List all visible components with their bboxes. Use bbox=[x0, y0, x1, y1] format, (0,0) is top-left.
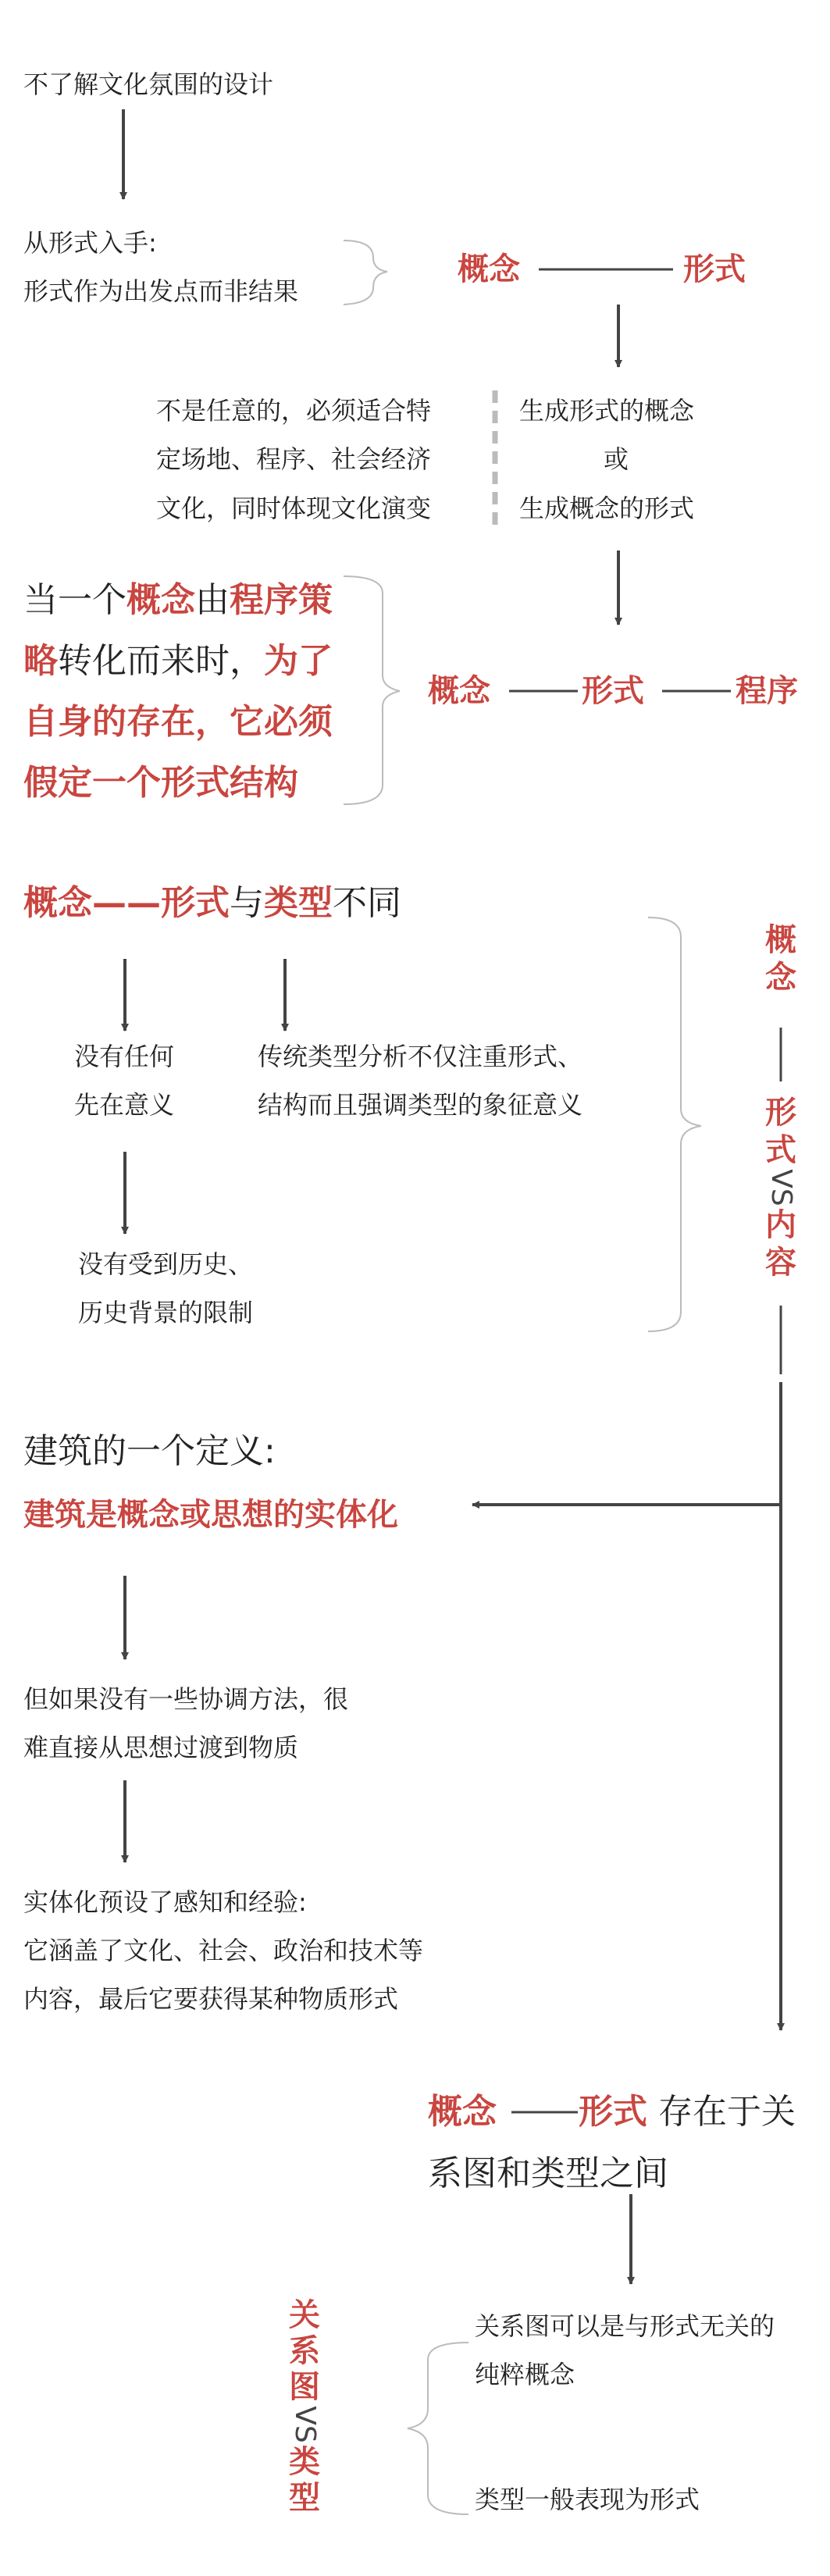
exist-line-2: 系图和类型之间 bbox=[428, 2154, 668, 2193]
requirement-line-1: 不是任意的，必须适合特 bbox=[156, 396, 432, 426]
intro-text: 不了解文化氛围的设计 bbox=[23, 69, 274, 99]
vt-char: 容 bbox=[765, 1245, 796, 1281]
triple-concept: 概念 bbox=[428, 673, 490, 709]
generate-form-text: 生成形式的概念 bbox=[519, 396, 695, 426]
materialize-line-3: 内容，最后它要获得某种物质形式 bbox=[23, 1984, 399, 2014]
vt-char: 形 bbox=[765, 1095, 796, 1131]
definition-title: 建筑的一个定义: bbox=[23, 1431, 276, 1471]
no-prior-line-1: 没有任何 bbox=[74, 1042, 175, 1071]
form-label: 形式 bbox=[683, 251, 746, 287]
no-history-line-1: 没有受到历史、 bbox=[78, 1249, 254, 1279]
vt2-char: 关 bbox=[289, 2297, 320, 2333]
mediation-line-1: 但如果没有一些协调方法，很 bbox=[23, 1684, 349, 1714]
section2-heading: 概念——形式与类型不同 bbox=[23, 883, 401, 923]
vt2-vs: VS bbox=[289, 2406, 321, 2443]
generate-concept-text: 生成概念的形式 bbox=[519, 493, 695, 523]
start-line-1: 从形式入手: bbox=[23, 228, 157, 258]
vt-vs: VS bbox=[765, 1169, 797, 1206]
bracket-claim bbox=[344, 576, 400, 804]
claim-line-3: 自身的存在，它必须 bbox=[23, 702, 333, 742]
diagram-desc-line-1: 关系图可以是与形式无关的 bbox=[475, 2311, 775, 2341]
requirement-line-3: 文化，同时体现文化演变 bbox=[156, 493, 432, 523]
definition-statement: 建筑是概念或思想的实体化 bbox=[23, 1497, 398, 1533]
vt2-char: 系 bbox=[289, 2333, 320, 2369]
requirement-line-2: 定场地、程序、社会经济 bbox=[156, 444, 432, 474]
materialize-line-2: 它涵盖了文化、社会、政治和技术等 bbox=[23, 1936, 424, 1965]
vt-char: 念 bbox=[765, 960, 796, 996]
vertical-title-diagram-vs-type bbox=[285, 2297, 324, 2516]
materialize-line-1: 实体化预设了感知和经验: bbox=[23, 1887, 307, 1917]
typology-line-2: 结构而且强调类型的象征意义 bbox=[258, 1090, 583, 1120]
vt-char: 概 bbox=[765, 922, 796, 958]
vt-char: 内 bbox=[765, 1207, 796, 1243]
claim-line-4: 假定一个形式结构 bbox=[23, 763, 298, 803]
bracket-section2 bbox=[648, 917, 701, 1331]
bracket-diagram-type bbox=[408, 2343, 468, 2514]
triple-program: 程序 bbox=[736, 673, 798, 709]
triple-form: 形式 bbox=[582, 673, 644, 709]
vertical-title-concept-form-content bbox=[761, 921, 800, 1281]
no-history-line-2: 历史背景的限制 bbox=[78, 1298, 254, 1327]
claim-line-2: 略转化而来时，为了 bbox=[23, 641, 333, 681]
no-prior-line-2: 先在意义 bbox=[74, 1090, 175, 1120]
concept-label: 概念 bbox=[458, 251, 520, 287]
exist-line-1: 概念 形式 存在于关 bbox=[428, 2092, 796, 2132]
bracket-start bbox=[344, 240, 387, 305]
type-desc: 类型一般表现为形式 bbox=[475, 2485, 700, 2514]
start-line-2: 形式作为出发点而非结果 bbox=[23, 276, 299, 306]
typology-line-1: 传统类型分析不仅注重形式、 bbox=[258, 1042, 583, 1071]
claim-line-1: 当一个概念由程序策 bbox=[23, 580, 333, 620]
vt2-char: 型 bbox=[289, 2480, 320, 2516]
or-text: 或 bbox=[604, 444, 629, 474]
vt2-char: 图 bbox=[289, 2369, 320, 2405]
vt-char: 式 bbox=[765, 1132, 796, 1168]
mediation-line-2: 难直接从思想过渡到物质 bbox=[23, 1733, 299, 1762]
diagram-desc-line-2: 纯粹概念 bbox=[475, 2360, 575, 2389]
vt2-char: 类 bbox=[289, 2444, 320, 2480]
